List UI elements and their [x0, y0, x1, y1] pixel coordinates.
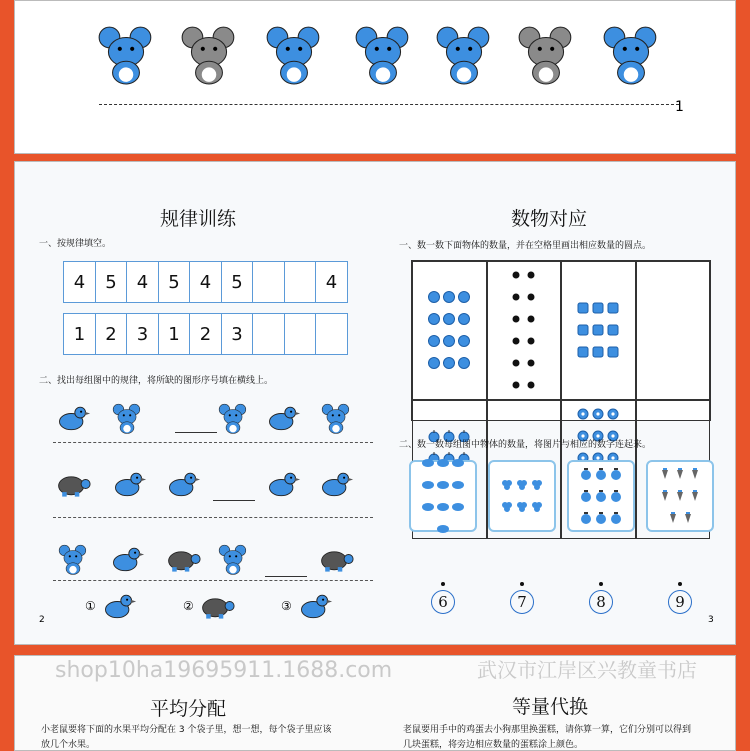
tomato-icon [595, 509, 607, 528]
ball-icon [428, 288, 440, 307]
number-cell: 4 [63, 261, 96, 303]
strawberry-icon [592, 343, 604, 362]
left-q2: 二、找出每组图中的规律，将所缺的图形序号填在横线上。 [39, 376, 274, 386]
gray-mouse-icon [178, 23, 240, 85]
tomato-icon [580, 487, 592, 506]
tomato-icon [580, 509, 592, 528]
tomato-icon [610, 465, 622, 484]
blue-mouse-icon [263, 23, 325, 85]
number-cell: 1 [63, 313, 96, 355]
number-cell: 4 [189, 261, 222, 303]
grape-icon [501, 476, 513, 495]
fish-icon [437, 476, 449, 495]
empty-answer-cell[interactable] [284, 313, 317, 355]
ball-icon [443, 354, 455, 373]
count-grid [411, 260, 711, 421]
connect-dot [441, 582, 445, 586]
bird-icon [165, 468, 201, 500]
fish-icon [452, 454, 464, 473]
right-page-title: 数物对应 [511, 208, 588, 230]
tomato-icon [595, 487, 607, 506]
number-cell: 3 [221, 313, 254, 355]
watermark-url: shop10ha19695911.1688.com [55, 658, 393, 683]
carrot-icon [659, 487, 671, 506]
number-pattern-row-1 [63, 261, 347, 303]
option-label: ① [85, 599, 96, 613]
fish-icon [437, 498, 449, 517]
mouse-icon [109, 402, 145, 434]
carrot-icon [689, 465, 701, 484]
gray-mouse-icon [515, 23, 577, 85]
right-page-number: 3 [708, 615, 714, 625]
dot-icon [525, 376, 537, 395]
left-page-title: 规律训练 [160, 208, 237, 230]
blue-mouse-icon [600, 23, 662, 85]
bird-icon [111, 468, 147, 500]
bottom-right-text-1: 老鼠要用手中的鸡蛋去小狗那里换蛋糕，请你算一算，它们分别可以得到 [403, 725, 692, 735]
number-cell: 4 [126, 261, 159, 303]
ball-icon [458, 310, 470, 329]
number-cell: 4 [315, 261, 348, 303]
ball-icon [458, 288, 470, 307]
tomato-icon [595, 465, 607, 484]
number-cell: 5 [221, 261, 254, 303]
connect-dot [520, 582, 524, 586]
strawberry-icon [607, 321, 619, 340]
bird-icon [55, 402, 91, 434]
ball-icon [443, 310, 455, 329]
flower-icon [577, 405, 589, 424]
bottom-left-text-2: 放几个水果。 [41, 740, 96, 750]
ball-icon [428, 310, 440, 329]
top-page [14, 0, 736, 154]
bottom-right-text-2: 几块蛋糕，将旁边相应数量的蛋糕涂上颜色。 [403, 740, 584, 750]
blue-mouse-icon [433, 23, 495, 85]
dot-icon [510, 310, 522, 329]
left-q1: 一、按规律填空。 [39, 239, 112, 249]
option-label: ③ [281, 599, 292, 613]
fish-icon [422, 454, 434, 473]
empty-answer-cell[interactable] [252, 313, 285, 355]
left-page-number: 2 [39, 615, 45, 625]
dot-icon [525, 266, 537, 285]
number-pattern-row-2 [63, 313, 347, 355]
strawberry-icon [607, 299, 619, 318]
bottom-left-title: 平均分配 [150, 698, 227, 720]
carrot-icon [667, 509, 679, 528]
watermark-shop-name: 武汉市江岸区兴教童书店 [477, 658, 697, 682]
divider [53, 580, 373, 581]
dot-icon [510, 376, 522, 395]
connect-dot [599, 582, 603, 586]
blue-mouse-icon [95, 23, 157, 85]
fish-icon [437, 454, 449, 473]
grape-icon [516, 476, 528, 495]
dot-icon [525, 354, 537, 373]
option-label: ② [183, 599, 194, 613]
strawberry-icon [592, 299, 604, 318]
bird-icon [109, 543, 145, 575]
grape-icon [531, 476, 543, 495]
grape-icon [516, 498, 528, 517]
strawberry-icon [577, 321, 589, 340]
dot-count-cell [487, 261, 562, 400]
bottom-right-title: 等量代换 [512, 696, 589, 718]
number-cell: 3 [126, 313, 159, 355]
answer-blank[interactable] [265, 576, 307, 577]
ball-count-cell [412, 261, 487, 400]
dot-icon [510, 288, 522, 307]
strawberry-icon [592, 321, 604, 340]
bird-icon [265, 402, 301, 434]
tomato-icon [610, 487, 622, 506]
turtle-icon [55, 468, 91, 500]
fish-icon [452, 498, 464, 517]
connect-dot [678, 582, 682, 586]
blue-mouse-icon [352, 23, 414, 85]
bird-icon [265, 468, 301, 500]
mouse-icon [55, 543, 91, 575]
right-q1: 一、数一数下面物体的数量，并在空格里画出相应数量的圆点。 [399, 241, 652, 251]
number-cell: 2 [189, 313, 222, 355]
bird-icon [101, 590, 137, 622]
empty-answer-cell[interactable] [252, 261, 285, 303]
answer-dashed-line [99, 104, 679, 105]
bottom-left-text-1: 小老鼠要将下面的水果平均分配在 3 个袋子里，想一想，每个袋子里应该 [41, 725, 332, 735]
carrot-icon [674, 487, 686, 506]
workbook-spread [14, 161, 736, 645]
fish-icon [422, 476, 434, 495]
mouse-icon [215, 543, 251, 575]
turtle-icon [318, 543, 354, 575]
carrot-icon [689, 487, 701, 506]
bottom-spread [14, 655, 736, 751]
fish-card [409, 460, 477, 532]
ball-icon [443, 332, 455, 351]
flower-icon [607, 405, 619, 424]
strawberry-icon [577, 299, 589, 318]
dot-icon [525, 310, 537, 329]
bird-icon [318, 468, 354, 500]
tomato-icon [610, 509, 622, 528]
number-cell: 5 [158, 261, 191, 303]
ball-icon [443, 288, 455, 307]
answer-blank[interactable] [213, 500, 255, 501]
carrot-icon [659, 465, 671, 484]
dot-icon [510, 332, 522, 351]
fish-icon [422, 498, 434, 517]
tomato-icon [580, 465, 592, 484]
dot-icon [525, 332, 537, 351]
number-circle[interactable]: 9 [668, 590, 692, 614]
answer-blank[interactable] [175, 432, 217, 433]
number-cell: 2 [95, 313, 128, 355]
empty-answer-cell[interactable] [315, 313, 348, 355]
mouse-icon [318, 402, 354, 434]
grape-icon [501, 498, 513, 517]
divider [53, 517, 373, 518]
turtle-icon [199, 590, 235, 622]
number-circle[interactable]: 6 [431, 590, 455, 614]
ball-icon [428, 332, 440, 351]
number-circle[interactable]: 7 [510, 590, 534, 614]
empty-answer-cell[interactable] [284, 261, 317, 303]
strawberry-icon [607, 343, 619, 362]
carrot-icon [674, 465, 686, 484]
grape-icon [531, 498, 543, 517]
ball-icon [458, 354, 470, 373]
right-q2: 二、数一数每组图中物体的数量，将图片与相应的数字连起来。 [399, 440, 652, 450]
number-cell: 5 [95, 261, 128, 303]
empty-answer-cell[interactable] [636, 261, 711, 400]
ball-icon [428, 354, 440, 373]
flower-icon [592, 405, 604, 424]
dot-icon [525, 288, 537, 307]
number-circle[interactable]: 8 [589, 590, 613, 614]
carrot-icon [682, 509, 694, 528]
bird-icon [297, 590, 333, 622]
strawberry-icon [577, 343, 589, 362]
mouse-icon [215, 402, 251, 434]
fish-icon [452, 476, 464, 495]
turtle-icon [165, 543, 201, 575]
number-cell: 1 [158, 313, 191, 355]
fish-icon [437, 520, 449, 539]
grape-card [488, 460, 556, 532]
divider [53, 442, 373, 443]
strawberry-count-cell [561, 261, 636, 400]
page-number: 1 [675, 99, 684, 115]
dot-icon [510, 354, 522, 373]
carrot-card [646, 460, 714, 532]
ball-icon [458, 332, 470, 351]
tomato-card [567, 460, 635, 532]
dot-icon [510, 266, 522, 285]
